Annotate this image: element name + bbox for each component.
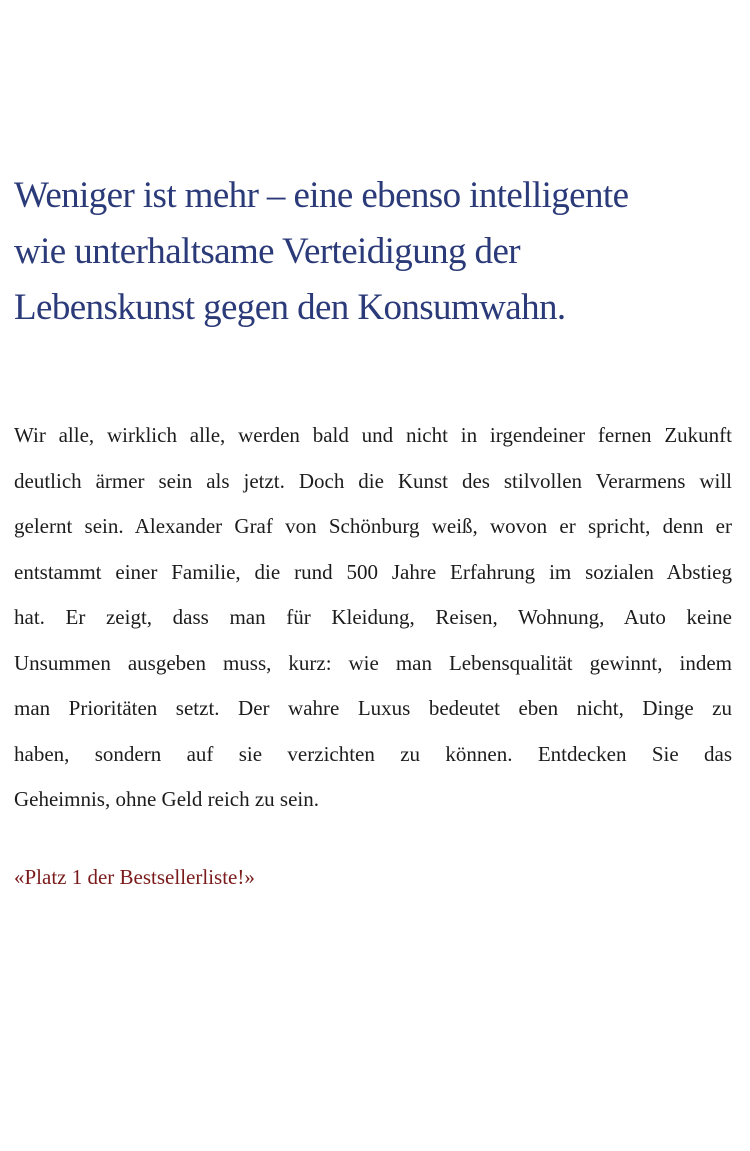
description-line: entstammt einer Familie, die rund 500 Jahre Erfahrung im sozialen Abstieg (14, 559, 732, 584)
description (14, 413, 732, 823)
headline (14, 168, 744, 336)
description-line: hat. Er zeigt, dass man für Kleidung, Reisen, Wohnung, Auto keine (14, 605, 732, 629)
description-line: Unsummen ausgeben muss, kurz: wie man Lebensqualität gewinnt, indem (14, 650, 732, 675)
headline-line: Weniger ist mehr – eine ebenso intelligente (14, 175, 629, 216)
headline-line: wie unterhaltsame Verteidigung der (14, 231, 521, 272)
description-line: gelernt sein. Alexander Graf von Schönburg weiß, wovon er spricht, denn er (14, 514, 732, 538)
description-line: Geheimnis, ohne Geld reich zu sein. (14, 787, 319, 811)
description-line: haben, sondern auf sie verzichten zu können. Entdecken Sie das (14, 741, 732, 766)
description-line: man Prioritäten setzt. Der wahre Luxus bedeutet eben nicht, Dinge zu (14, 696, 732, 720)
headline-line: Lebenskunst gegen den Konsumwahn. (14, 287, 566, 328)
description-line: Wir alle, wirklich alle, werden bald und nicht in irgendeiner fernen Zukunft (14, 423, 732, 447)
description-line: deutlich ärmer sein als jetzt. Doch die Kunst des stilvollen Verarmens will (14, 468, 732, 493)
bestseller-quote: «Platz 1 der Bestsellerliste!» (14, 865, 255, 889)
